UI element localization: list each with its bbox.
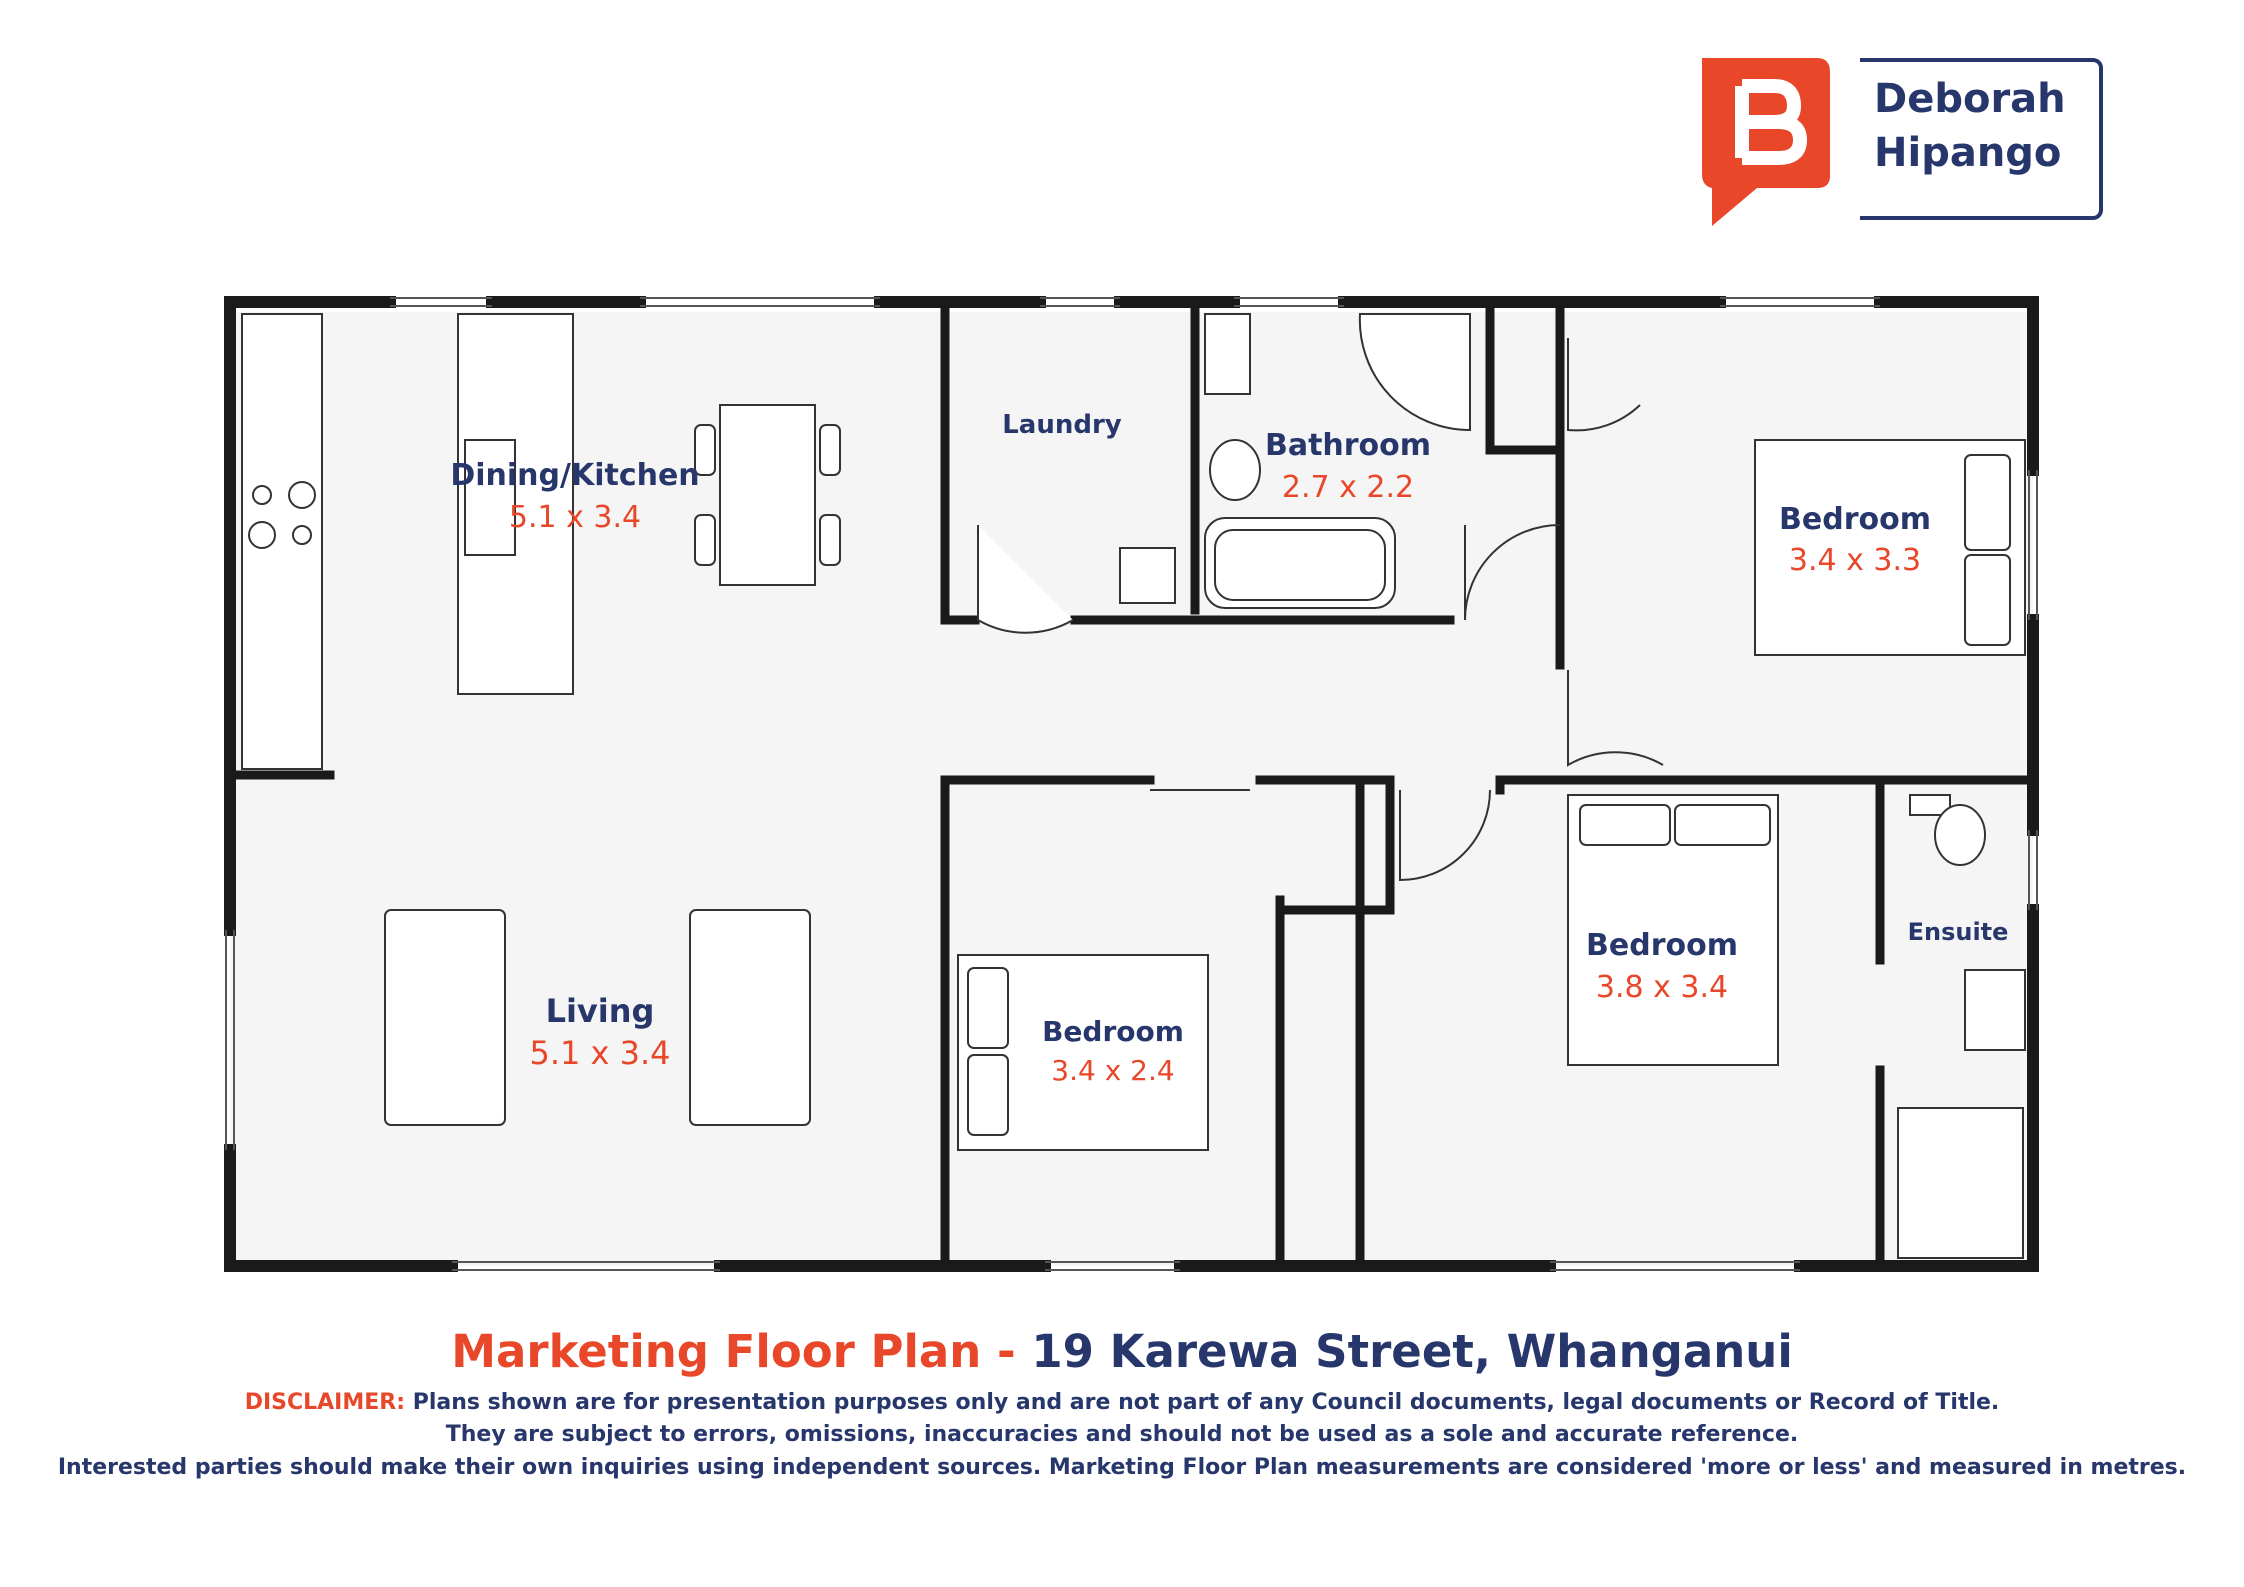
room-size-dining-kitchen: 5.1 x 3.4 — [508, 500, 642, 535]
room-name-dining-kitchen: Dining/Kitchen — [450, 458, 700, 493]
disclaimer-line-3: Interested parties should make their own inquiries using independent sources. Marketing Floor Plan measurements are considered 'more or less' and measured in metres. — [57, 1455, 2187, 1480]
footer-title — [0, 1325, 2244, 1378]
room-size-bathroom: 2.7 x 2.2 — [1281, 470, 1415, 505]
brand-name-line2: Hipango — [1874, 130, 2062, 176]
disclaimer-text-1: Plans shown are for presentation purposes only and are not part of any Council documents, legal documents or Record of Title. — [412, 1390, 2000, 1415]
room-name-living: Living — [545, 992, 655, 1030]
letter-b-speech-bubble-icon — [1702, 58, 1832, 228]
room-name-bedroom-3: Bedroom — [1586, 928, 1738, 963]
room-size-bedroom-3: 3.8 x 3.4 — [1595, 970, 1729, 1005]
footer-title-prefix: Marketing Floor Plan - — [451, 1325, 1032, 1378]
room-name-bathroom: Bathroom — [1264, 428, 1432, 463]
disclaimer-line-1 — [0, 1390, 2244, 1415]
room-name-laundry: Laundry — [1002, 410, 1122, 440]
room-name-bedroom-1: Bedroom — [1779, 502, 1931, 537]
disclaimer-line-2: They are subject to errors, omissions, inaccuracies and should not be used as a sole and accurate reference. — [445, 1422, 1799, 1447]
disclaimer-label: DISCLAIMER: — [244, 1390, 406, 1415]
brand-name-line1: Deborah — [1874, 76, 2066, 122]
brand-name — [1874, 72, 2094, 180]
room-name-bedroom-2: Bedroom — [1042, 1015, 1184, 1048]
footer-address: 19 Karewa Street, Whanganui — [1031, 1325, 1793, 1378]
room-size-bedroom-2: 3.4 x 2.4 — [1051, 1054, 1175, 1087]
room-size-living: 5.1 x 3.4 — [529, 1034, 671, 1072]
room-size-bedroom-1: 3.4 x 3.3 — [1788, 543, 1922, 578]
room-name-ensuite: Ensuite — [1907, 918, 2009, 946]
